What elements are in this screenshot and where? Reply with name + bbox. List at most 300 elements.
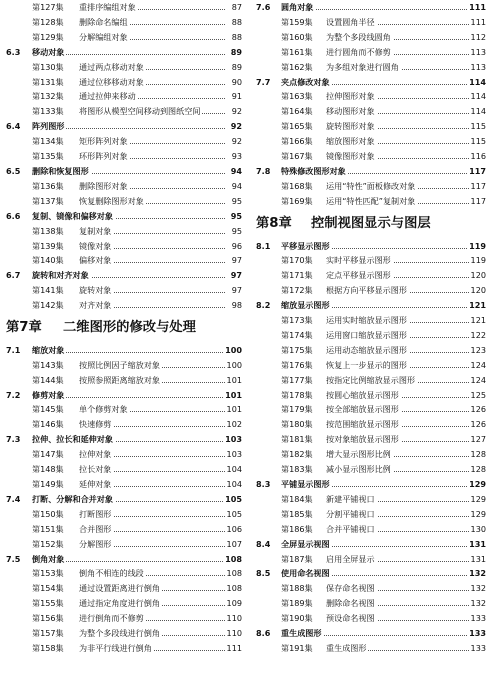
entry-title: 对齐对象 [79, 298, 113, 313]
page-number: 121 [467, 298, 486, 313]
episode-number: 第150集 [32, 508, 64, 519]
page-number: 133 [469, 641, 486, 656]
episode-number: 第165集 [281, 121, 313, 132]
entry-title: 进行倒角而不修剪 [79, 611, 146, 626]
section-number: 7.1 [6, 344, 21, 355]
episode-number: 第184集 [281, 493, 313, 504]
entry-title: 倒角不相连的线段 [79, 566, 146, 581]
episode-number: 第171集 [281, 270, 313, 281]
page-number: 110 [225, 626, 242, 641]
entry-title: 按照参照距离缩放对象 [79, 373, 162, 388]
page-number: 89 [230, 60, 242, 75]
episode-number: 第141集 [32, 285, 64, 296]
section-row [6, 164, 242, 179]
entry-title: 镜像对象 [79, 239, 113, 254]
section-number: 6.3 [6, 46, 21, 57]
page-number: 114 [469, 89, 486, 104]
episode-number: 第140集 [32, 255, 64, 266]
entry-title: 旋转对象 [79, 283, 113, 298]
episode-number: 第158集 [32, 642, 64, 653]
episode-number: 第130集 [32, 61, 64, 72]
toc-entry [256, 179, 486, 194]
chapter-heading [256, 209, 486, 239]
entry-title: 按对象缩放显示图形 [326, 432, 401, 447]
entry-title: 移动图形对象 [326, 104, 377, 119]
toc-entry [256, 253, 486, 268]
entry-title: 按照比例因子缩放对象 [79, 358, 162, 373]
episode-number: 第132集 [32, 91, 64, 102]
episode-number: 第145集 [32, 404, 64, 415]
entry-title: 启用全屏显示 [326, 552, 377, 567]
chapter-title: 二维图形的修改与处理 [63, 320, 196, 336]
entry-title: 偏移对象 [79, 253, 113, 268]
toc-entry [256, 581, 486, 596]
entry-title: 分割平铺视口 [326, 507, 377, 522]
page-number: 113 [469, 60, 486, 75]
entry-title: 运用窗口缩放显示图形 [326, 328, 409, 343]
section-title: 缩放显示图形 [281, 298, 332, 313]
episode-number: 第180集 [281, 419, 313, 430]
episode-number: 第185集 [281, 508, 313, 519]
section-title: 移动对象 [32, 45, 66, 60]
page-number: 105 [225, 507, 242, 522]
toc-entry [256, 402, 486, 417]
entry-title: 运用“特性匹配”复制对象 [326, 194, 417, 209]
section-title: 使用命名视图 [281, 566, 332, 581]
entry-title: 分解图形 [79, 537, 113, 552]
episode-number: 第128集 [32, 16, 64, 27]
page-number: 100 [223, 343, 242, 358]
page-number: 106 [225, 522, 242, 537]
page-number: 101 [225, 373, 242, 388]
page-number: 107 [225, 537, 242, 552]
page-number: 126 [469, 417, 486, 432]
page-number: 128 [469, 462, 486, 477]
entry-title: 拉伸图形对象 [326, 89, 377, 104]
page-number: 116 [469, 149, 486, 164]
episode-number: 第189集 [281, 598, 313, 609]
section-title: 拉伸、拉长和延伸对象 [32, 432, 115, 447]
episode-number: 第166集 [281, 136, 313, 147]
toc-entry [6, 224, 242, 239]
section-row [6, 45, 242, 60]
entry-title: 通过指定角度进行倒角 [79, 596, 162, 611]
entry-title: 通过两点移动对象 [79, 60, 146, 75]
page-number: 98 [230, 298, 242, 313]
section-title: 打断、分解和合并对象 [32, 492, 115, 507]
toc-right-column [256, 0, 486, 656]
episode-number: 第162集 [281, 61, 313, 72]
toc-entry [256, 60, 486, 75]
episode-number: 第178集 [281, 389, 313, 400]
toc-entry [6, 104, 242, 119]
section-title: 平铺显示图形 [281, 477, 332, 492]
episode-number: 第163集 [281, 91, 313, 102]
toc-entry [6, 537, 242, 552]
page-number: 128 [469, 447, 486, 462]
entry-title: 进行圆角而不修剪 [326, 45, 393, 60]
episode-number: 第137集 [32, 195, 64, 206]
episode-number: 第182集 [281, 449, 313, 460]
episode-number: 第127集 [32, 2, 64, 12]
episode-number: 第176集 [281, 359, 313, 370]
toc-entry [256, 611, 486, 626]
section-number: 6.7 [6, 270, 21, 281]
toc-entry [256, 194, 486, 209]
page-number: 103 [223, 432, 242, 447]
toc-entry [6, 373, 242, 388]
toc-entry [256, 328, 486, 343]
episode-number: 第155集 [32, 598, 64, 609]
page-number: 109 [225, 596, 242, 611]
section-title: 删除和恢复图形 [32, 164, 91, 179]
episode-number: 第164集 [281, 106, 313, 117]
entry-title: 延伸对象 [79, 477, 113, 492]
episode-number: 第153集 [32, 568, 64, 579]
entry-title: 保存命名视图 [326, 581, 377, 596]
page-number: 126 [469, 402, 486, 417]
episode-number: 第147集 [32, 449, 64, 460]
page-number: 129 [469, 492, 486, 507]
section-row [256, 239, 486, 254]
page-number: 115 [469, 134, 486, 149]
entry-title: 按全部缩放显示图形 [326, 402, 401, 417]
section-number: 8.4 [256, 538, 271, 549]
entry-title: 快速修剪 [79, 417, 113, 432]
toc-entry [256, 45, 486, 60]
toc-entry [6, 596, 242, 611]
section-title: 复制、镜像和偏移对象 [32, 209, 115, 224]
episode-number: 第188集 [281, 583, 313, 594]
page-number: 122 [469, 328, 486, 343]
toc-entry [256, 492, 486, 507]
section-row [6, 343, 242, 358]
toc-left-column [6, 0, 242, 656]
section-number: 7.2 [6, 389, 21, 400]
entry-title: 为非平行线进行倒角 [79, 641, 154, 656]
section-row [256, 566, 486, 581]
episode-number: 第134集 [32, 136, 64, 147]
entry-title: 矩形阵列对象 [79, 134, 130, 149]
page-number: 132 [469, 581, 486, 596]
page-number: 120 [469, 283, 486, 298]
page-number: 114 [469, 104, 486, 119]
episode-number: 第175集 [281, 344, 313, 355]
entry-title: 将图形从模型空间移动到图纸空间 [79, 104, 202, 119]
episode-number: 第190集 [281, 613, 313, 624]
entry-title: 恢复删除图形对象 [79, 194, 146, 209]
toc-entry [6, 60, 242, 75]
toc-entry [6, 134, 242, 149]
entry-title: 设置圆角半径 [326, 15, 377, 30]
toc-entry [6, 641, 242, 656]
page-number: 95 [230, 194, 242, 209]
toc-entry [6, 447, 242, 462]
toc-entry [256, 552, 486, 567]
episode-number: 第170集 [281, 255, 313, 266]
page-number: 101 [225, 402, 242, 417]
entry-title: 实时平移显示图形 [326, 253, 393, 268]
entry-title: 预设命名视图 [326, 611, 377, 626]
episode-number: 第173集 [281, 315, 313, 326]
page-number: 88 [230, 15, 242, 30]
episode-number: 第179集 [281, 404, 313, 415]
toc-entry [256, 417, 486, 432]
entry-title: 运用“特性”面板修改对象 [326, 179, 417, 194]
chapter-number: 第7章 [6, 320, 42, 336]
toc-entry [6, 298, 242, 313]
entry-title: 合并图形 [79, 522, 113, 537]
page-number: 88 [230, 30, 242, 45]
page-number: 132 [467, 566, 486, 581]
entry-title: 为整个多段线圆角 [326, 30, 393, 45]
page-number: 92 [230, 134, 242, 149]
entry-title: 镜像图形对象 [326, 149, 377, 164]
episode-number: 第186集 [281, 523, 313, 534]
page-number: 111 [467, 0, 486, 15]
entry-title: 按圆心缩放显示图形 [326, 388, 401, 403]
page-number: 92 [229, 119, 242, 134]
toc-entry [6, 30, 242, 45]
episode-number: 第154集 [32, 583, 64, 594]
entry-title: 拉伸对象 [79, 447, 113, 462]
entry-title: 合并平铺视口 [326, 522, 377, 537]
section-row [256, 0, 486, 15]
page-number: 105 [223, 492, 242, 507]
page-number: 100 [225, 358, 242, 373]
page-number: 111 [469, 15, 486, 30]
toc-entry [256, 522, 486, 537]
page-number: 111 [225, 641, 242, 656]
entry-title: 通过设置距离进行倒角 [79, 581, 162, 596]
section-number: 8.2 [256, 300, 271, 311]
page-number: 123 [469, 343, 486, 358]
page-number: 133 [469, 611, 486, 626]
episode-number: 第131集 [32, 76, 64, 87]
chapter-title: 控制视图显示与图层 [311, 215, 431, 231]
toc-entry [6, 522, 242, 537]
page-number: 93 [230, 149, 242, 164]
entry-title: 减小显示图形比例 [326, 462, 393, 477]
entry-title: 按范围缩放显示图形 [326, 417, 401, 432]
episode-number: 第138集 [32, 225, 64, 236]
page-number: 90 [230, 75, 242, 90]
page-number: 130 [469, 522, 486, 537]
page-number: 108 [225, 566, 242, 581]
section-title: 全屏显示视图 [281, 537, 332, 552]
toc-entry [6, 283, 242, 298]
section-row [6, 268, 242, 283]
entry-title: 环形阵列对象 [79, 149, 130, 164]
entry-title: 根据方向平移显示图形 [326, 283, 409, 298]
section-row [6, 388, 242, 403]
toc-entry [256, 268, 486, 283]
toc-entry [256, 596, 486, 611]
entry-title: 运用动态缩放显示图形 [326, 343, 409, 358]
page-number: 94 [230, 179, 242, 194]
toc-entry [256, 388, 486, 403]
section-row [256, 477, 486, 492]
section-row [256, 537, 486, 552]
page-number: 108 [223, 552, 242, 567]
page-number: 125 [469, 388, 486, 403]
section-number: 6.5 [6, 165, 21, 176]
entry-title: 删除命名视图 [326, 596, 377, 611]
toc-entry [6, 402, 242, 417]
page-number: 117 [469, 194, 486, 209]
section-number: 7.3 [6, 434, 21, 445]
section-number: 8.3 [256, 479, 271, 490]
entry-title: 删除图形对象 [79, 179, 130, 194]
section-number: 7.6 [256, 2, 271, 12]
page-number: 102 [225, 417, 242, 432]
episode-number: 第146集 [32, 419, 64, 430]
section-row [6, 552, 242, 567]
toc-entry [6, 239, 242, 254]
episode-number: 第149集 [32, 479, 64, 490]
episode-number: 第142集 [32, 300, 64, 311]
toc-entry [256, 30, 486, 45]
toc-entry [6, 462, 242, 477]
episode-number: 第169集 [281, 195, 313, 206]
toc-entry [256, 447, 486, 462]
episode-number: 第191集 [281, 642, 313, 653]
page-number: 120 [469, 268, 486, 283]
page-number: 104 [225, 477, 242, 492]
page-number: 101 [223, 388, 242, 403]
page-number: 97 [230, 283, 242, 298]
toc-entry [256, 119, 486, 134]
toc-entry [256, 149, 486, 164]
episode-number: 第152集 [32, 538, 64, 549]
page-number: 97 [230, 253, 242, 268]
entry-title: 定点平移显示图形 [326, 268, 393, 283]
page-number: 92 [230, 104, 242, 119]
episode-number: 第144集 [32, 374, 64, 385]
episode-number: 第159集 [281, 16, 313, 27]
page-number: 132 [469, 596, 486, 611]
episode-number: 第148集 [32, 464, 64, 475]
section-title: 旋转和对齐对象 [32, 268, 91, 283]
toc-entry [256, 15, 486, 30]
section-number: 7.8 [256, 165, 271, 176]
episode-number: 第136集 [32, 180, 64, 191]
toc-entry [6, 179, 242, 194]
section-title: 阵列图形 [32, 119, 66, 134]
toc-entry [6, 581, 242, 596]
episode-number: 第177集 [281, 374, 313, 385]
page-number: 131 [469, 552, 486, 567]
toc-entry [256, 134, 486, 149]
page-number: 113 [469, 45, 486, 60]
section-row [6, 432, 242, 447]
section-row [256, 164, 486, 179]
toc-entry [6, 566, 242, 581]
episode-number: 第143集 [32, 359, 64, 370]
section-row [6, 209, 242, 224]
entry-title: 增大显示图形比例 [326, 447, 393, 462]
page-number: 131 [467, 537, 486, 552]
episode-number: 第187集 [281, 553, 313, 564]
page-number: 119 [469, 253, 486, 268]
page-number: 129 [467, 477, 486, 492]
page-number: 119 [467, 239, 486, 254]
toc-entry [6, 417, 242, 432]
entry-title: 分解编组对象 [79, 30, 130, 45]
section-title: 缩放对象 [32, 343, 66, 358]
page-number: 114 [467, 75, 486, 90]
entry-title: 新建平铺视口 [326, 492, 377, 507]
page-number: 104 [225, 462, 242, 477]
entry-title: 为多组对象进行圆角 [326, 60, 401, 75]
toc-entry [6, 194, 242, 209]
entry-title: 通过位移移动对象 [79, 75, 146, 90]
toc-entry [6, 626, 242, 641]
page-number: 115 [469, 119, 486, 134]
page-number: 121 [469, 313, 486, 328]
section-title: 夹点修改对象 [281, 75, 332, 90]
page-number: 87 [230, 0, 242, 15]
section-number: 8.5 [256, 568, 271, 579]
entry-title: 打断图形 [79, 507, 113, 522]
toc-entry [256, 641, 486, 656]
toc-entry [256, 462, 486, 477]
toc-entry [256, 432, 486, 447]
episode-number: 第161集 [281, 46, 313, 57]
toc-entry [6, 89, 242, 104]
page-number: 103 [225, 447, 242, 462]
entry-title: 为整个多段线进行倒角 [79, 626, 162, 641]
toc-entry [256, 343, 486, 358]
episode-number: 第129集 [32, 31, 64, 42]
toc-entry [256, 283, 486, 298]
entry-title: 重排序编组对象 [79, 0, 138, 15]
page-number: 91 [230, 89, 242, 104]
section-row [256, 75, 486, 90]
page-number: 117 [469, 179, 486, 194]
section-title: 圆角对象 [281, 0, 315, 15]
entry-title: 旋转图形对象 [326, 119, 377, 134]
episode-number: 第133集 [32, 106, 64, 117]
page-number: 96 [230, 239, 242, 254]
entry-title: 重生成图形 [326, 641, 368, 656]
episode-number: 第156集 [32, 613, 64, 624]
toc-entry [6, 15, 242, 30]
section-row [6, 119, 242, 134]
page-number: 127 [469, 432, 486, 447]
episode-number: 第183集 [281, 464, 313, 475]
page-number: 97 [229, 268, 242, 283]
page-number: 95 [229, 209, 242, 224]
section-number: 8.1 [256, 240, 271, 251]
section-title: 修剪对象 [32, 388, 66, 403]
entry-title: 按指定比例缩放显示图形 [326, 373, 417, 388]
entry-title: 删除命名编组 [79, 15, 130, 30]
entry-title: 恢复上一步显示的图形 [326, 358, 409, 373]
section-number: 7.5 [6, 553, 21, 564]
episode-number: 第168集 [281, 180, 313, 191]
episode-number: 第181集 [281, 434, 313, 445]
page-number: 89 [229, 45, 242, 60]
section-number: 6.6 [6, 210, 21, 221]
toc-entry [6, 149, 242, 164]
toc-entry [256, 313, 486, 328]
page-number: 124 [469, 373, 486, 388]
toc-entry [256, 507, 486, 522]
episode-number: 第157集 [32, 628, 64, 639]
toc-entry [256, 89, 486, 104]
section-title: 倒角对象 [32, 552, 66, 567]
